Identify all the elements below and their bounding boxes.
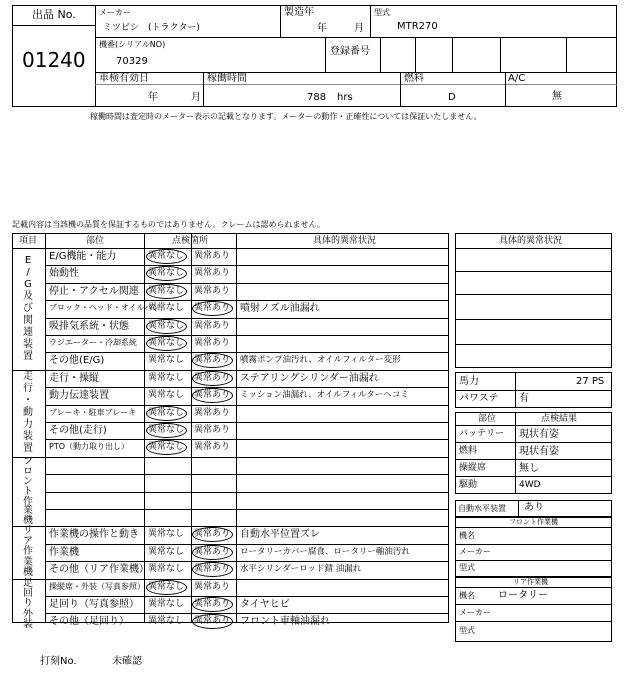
rear-name-value: ロータリー — [498, 590, 548, 601]
row-detail: 噴射ノズル油漏れ — [240, 303, 320, 315]
row-part: その他（足回り） — [49, 616, 129, 628]
check-abnormal[interactable]: 異常あり — [194, 442, 231, 453]
hours-note: 稼働時間は査定時のメーター表示の記載となります。メーターの動作・正確性については保証いたしません。 — [90, 112, 482, 121]
check-abnormal[interactable]: 異常あり — [194, 390, 231, 401]
header-detail: 具体的異常状況 — [313, 236, 377, 246]
check-normal[interactable]: 異常なし — [148, 320, 185, 331]
check-abnormal[interactable]: 異常あり — [194, 372, 231, 383]
category-label: リ ア 作 業 機 — [23, 525, 33, 579]
rear-maker-label: メーカー — [459, 608, 491, 617]
month-unit: 月 — [354, 23, 364, 34]
row-part: 吸排気系統・状態 — [49, 320, 129, 332]
check-part: 操縦席 — [459, 463, 487, 473]
row-part: その他(走行) — [49, 425, 107, 436]
row-part: PTO（動力取り出し） — [49, 442, 130, 452]
header-check: 点検箇所 — [172, 236, 209, 246]
registration-label: 登録番号 — [330, 46, 370, 57]
check-normal[interactable]: 異常なし — [148, 564, 185, 575]
check-normal[interactable]: 異常なし — [148, 251, 185, 261]
circle-abnormal-mark — [192, 597, 233, 612]
check-abnormal[interactable]: 異常あり — [194, 546, 231, 557]
check-normal[interactable]: 異常なし — [148, 268, 185, 279]
row-detail: ミッション油漏れ、オイルフィルターヘコミ — [240, 390, 409, 401]
rear-model-label: 型式 — [459, 626, 475, 635]
row-part: その他(E/G) — [49, 355, 105, 367]
lot-number: 01240 — [22, 48, 86, 72]
check-normal[interactable]: 異常なし — [148, 407, 185, 418]
row-detail: 自動水平位置ズレ — [240, 529, 320, 541]
circle-abnormal-mark — [192, 371, 233, 386]
check-result: 無し — [519, 463, 539, 474]
check-part: バッテリー — [459, 429, 505, 439]
row-part: 走行・操縦 — [49, 372, 99, 384]
check-normal[interactable]: 異常なし — [148, 303, 185, 314]
right-detail-box — [455, 233, 612, 368]
front-name-label: 機名 — [459, 531, 475, 540]
year-label: 製造年 — [284, 7, 314, 18]
row-part: 作業機の操作と動き — [49, 529, 139, 541]
check-normal[interactable]: 異常なし — [148, 616, 185, 627]
header-item: 項目 — [19, 236, 38, 246]
check-normal[interactable]: 異常なし — [148, 581, 185, 592]
check-abnormal[interactable]: 異常あり — [194, 303, 231, 314]
lot-label: 出品 No. — [32, 8, 76, 21]
check-normal[interactable]: 異常なし — [148, 425, 185, 435]
check-abnormal[interactable]: 異常あり — [194, 285, 231, 296]
right-detail-header: 具体的異常状況 — [499, 236, 563, 246]
check-normal[interactable]: 異常なし — [148, 372, 185, 383]
row-detail: 噴霧ポンプ油汚れ、オイルフィルター変形 — [240, 355, 401, 366]
front-maker-label: メーカー — [459, 547, 491, 556]
fuel-value: D — [448, 92, 456, 103]
check-abnormal[interactable]: 異常あり — [194, 425, 231, 435]
check-normal[interactable]: 異常なし — [148, 529, 185, 540]
check-part: 駆動 — [459, 480, 478, 490]
header-part: 部位 — [86, 236, 105, 246]
circle-normal-mark — [146, 423, 187, 438]
row-part: その他（リア作業機） — [49, 564, 149, 576]
row-part: 停止・アクセル関連 — [49, 285, 139, 297]
check-part: 燃料 — [459, 446, 478, 456]
category-label: フ ロ ン ト 作 業 機 — [23, 455, 33, 527]
maker-value: ミツビシ (トラクター) — [103, 23, 200, 33]
check-abnormal[interactable]: 異常あり — [194, 355, 231, 366]
row-part: 作業機 — [49, 546, 79, 558]
category-label: 足 回 り 外 装 — [23, 577, 33, 631]
row-part: ブレーキ・駐車ブレーキ — [49, 407, 137, 417]
row-part: ラジエーター・冷却系統 — [49, 338, 137, 347]
check-normal[interactable]: 異常なし — [148, 442, 185, 453]
check-abnormal[interactable]: 異常あり — [194, 251, 231, 261]
circle-normal-mark — [146, 336, 187, 351]
check-abnormal[interactable]: 異常あり — [194, 320, 231, 331]
circle-abnormal-mark — [192, 614, 233, 629]
rear-attachment-header: リア作業機 — [513, 578, 548, 586]
checks-part-header: 部位 — [478, 414, 497, 424]
ac-label: A/C — [508, 73, 526, 84]
row-part: 動力伝達装置 — [49, 390, 109, 402]
inspection-label: 車検有効日 — [99, 73, 149, 84]
serial-label: 機番(シリアルNO) — [99, 40, 166, 49]
circle-normal-mark — [146, 249, 187, 264]
check-normal[interactable]: 異常なし — [148, 285, 185, 296]
check-abnormal[interactable]: 異常あり — [194, 564, 231, 575]
check-normal[interactable]: 異常なし — [148, 338, 185, 348]
check-normal[interactable]: 異常なし — [148, 599, 185, 609]
check-abnormal[interactable]: 異常あり — [194, 268, 231, 279]
year-unit: 年 — [317, 23, 327, 34]
inspection-month-unit: 月 — [191, 92, 201, 103]
model-value: MTR270 — [397, 21, 438, 32]
stamp-label: 打刻No. — [40, 656, 77, 667]
circle-normal-mark — [146, 406, 187, 421]
row-detail: ロータリーカバー腐食、ロータリー軸油汚れ — [240, 546, 410, 557]
ac-value: 無 — [552, 91, 562, 102]
row-detail: フロント車軸油漏れ — [240, 616, 330, 628]
maker-label: メーカー — [99, 8, 131, 17]
check-result: 4WD — [519, 480, 541, 490]
hours-label: 稼働時間 — [207, 73, 247, 84]
horsepower-value: 27 PS — [576, 376, 605, 387]
power-steering-value: 有 — [519, 393, 529, 404]
row-part: ブロック・ヘッド・オイルパン — [49, 303, 160, 313]
front-attachment-header: フロント作業機 — [509, 518, 558, 526]
checks-result-header: 点検結果 — [541, 414, 578, 424]
row-part: E/G機能・能力 — [49, 251, 117, 262]
check-result: 現状有姿 — [519, 429, 559, 440]
check-abnormal[interactable]: 異常あり — [194, 407, 231, 418]
category-label: 走 行 ・ 動 力 装 置 — [23, 371, 33, 455]
check-abnormal[interactable]: 異常あり — [194, 581, 231, 592]
row-detail: 水平シリンダーロッド錆 油漏れ — [240, 564, 362, 575]
model-label: 型式 — [374, 8, 390, 17]
row-detail: タイヤヒビ — [240, 599, 290, 610]
row-detail: ステアリングシリンダー油漏れ — [240, 372, 379, 384]
circle-normal-mark — [146, 284, 187, 299]
front-model-label: 型式 — [459, 563, 475, 572]
category-label: E / G 及 び 関 連 装 置 — [23, 254, 33, 362]
check-normal[interactable]: 異常なし — [148, 355, 185, 366]
check-normal[interactable]: 異常なし — [148, 390, 185, 401]
disclaimer: 記載内容は当該機の品質を保証するものではありません。クレームは認められません。 — [12, 220, 325, 229]
check-normal[interactable]: 異常なし — [148, 546, 185, 557]
row-part: 始動性 — [49, 268, 79, 280]
power-steering-label: パワステ — [459, 393, 499, 404]
auto-level-label: 自動水平装置 — [458, 504, 506, 513]
serial-value: 70329 — [116, 56, 148, 67]
inspection-year-unit: 年 — [148, 92, 158, 103]
rear-name-label: 機名 — [459, 591, 475, 600]
stamp-value: 未確認 — [112, 656, 142, 667]
circle-abnormal-mark — [192, 545, 233, 560]
fuel-label: 燃料 — [404, 73, 424, 84]
row-part: 足回り（写真参照） — [49, 599, 139, 610]
check-result: 現状有姿 — [519, 446, 559, 457]
circle-normal-mark — [146, 580, 187, 595]
circle-normal-mark — [146, 319, 187, 334]
hours-value: 788 — [307, 92, 327, 103]
check-abnormal[interactable]: 異常あり — [194, 529, 231, 540]
auto-level-value: あり — [524, 502, 544, 513]
row-part: 操縦席・外装（写真参照） — [49, 581, 145, 591]
hours-unit: hrs — [337, 92, 353, 103]
check-abnormal[interactable]: 異常あり — [194, 616, 231, 627]
horsepower-label: 馬力 — [459, 376, 479, 387]
check-abnormal[interactable]: 異常あり — [194, 599, 231, 609]
check-abnormal[interactable]: 異常あり — [194, 338, 231, 348]
